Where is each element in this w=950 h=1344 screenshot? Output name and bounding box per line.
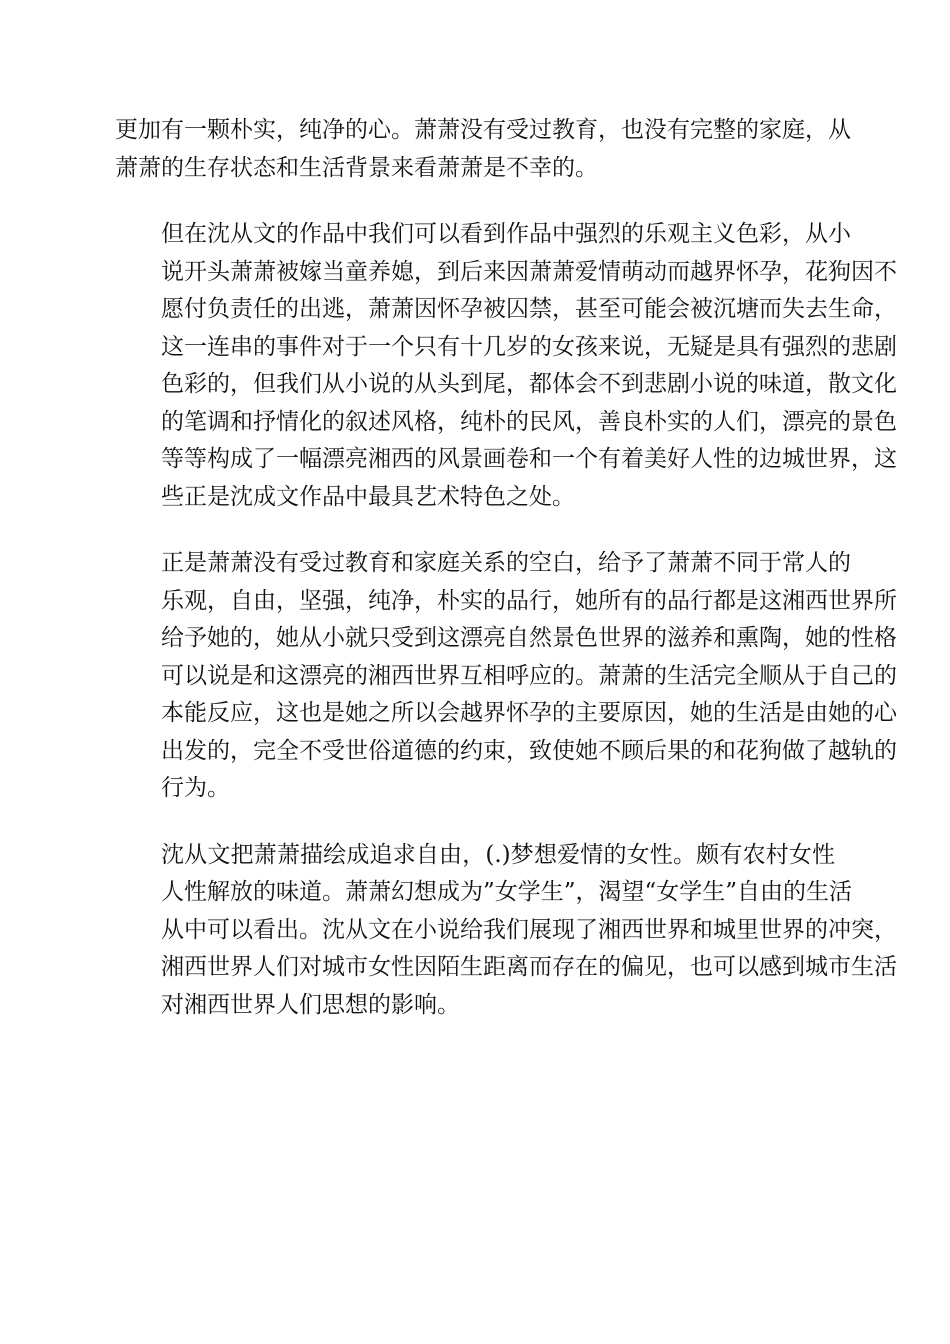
text-line: 等等构成了一幅漂亮湘西的风景画卷和一个有着美好人性的边城世界，这 <box>161 446 897 472</box>
text-line: 说开头萧萧被嫁当童养媳，到后来因萧萧爱情萌动而越界怀孕，花狗因不 <box>161 258 897 285</box>
text-line: 人性解放的味道。萧萧幻想成为”女学生”，渴望“女学生”自由的生活 <box>161 879 853 905</box>
paragraph-4 <box>115 837 897 1025</box>
text-line: 正是萧萧没有受过教育和家庭关系的空白，给予了萧萧不同于常人的 <box>161 550 851 576</box>
text-line: 的笔调和抒情化的叙述风格，纯朴的民风，善良朴实的人们，漂亮的景色 <box>161 408 897 435</box>
text-line: 本能反应，这也是她之所以会越界怀孕的主要原因，她的生活是由她的心 <box>161 700 897 726</box>
text-line: 但在沈从文的作品中我们可以看到作品中强烈的乐观主义色彩，从小 <box>161 221 851 247</box>
text-line: 乐观，自由，坚强，纯净，朴实的品行，她所有的品行都是这湘西世界所 <box>161 587 897 614</box>
text-line: 对湘西世界人们思想的影响。 <box>161 991 460 1018</box>
paragraph-2 <box>115 216 897 516</box>
paragraph-3 <box>115 545 897 808</box>
text-line: 行为。 <box>161 775 230 801</box>
document-body <box>115 112 897 1053</box>
text-line: 沈从文把萧萧描绘成追求自由，(.)梦想爱情的女性。颇有农村女性 <box>161 841 835 868</box>
text-line: 更加有一颗朴实，纯净的心。萧萧没有受过教育，也没有完整的家庭，从 <box>115 117 851 143</box>
text-line: 这一连串的事件对于一个只有十几岁的女孩来说，无疑是具有强烈的悲剧 <box>161 333 897 360</box>
text-line: 愿付负责任的出逃，萧萧因怀孕被囚禁，甚至可能会被沉塘而失去生命， <box>161 296 897 322</box>
text-line: 些正是沈成文作品中最具艺术特色之处。 <box>161 483 575 510</box>
text-line: 湘西世界人们对城市女性因陌生距离而存在的偏见，也可以感到城市生活 <box>161 954 897 980</box>
text-line: 可以说是和这漂亮的湘西世界互相呼应的。萧萧的生活完全顺从于自己的 <box>161 662 897 689</box>
paragraph-1 <box>115 112 851 187</box>
text-line: 萧萧的生存状态和生活背景来看萧萧是不幸的。 <box>115 154 598 181</box>
text-line: 从中可以看出。沈从文在小说给我们展现了湘西世界和城里世界的冲突， <box>161 916 897 943</box>
text-line: 给予她的，她从小就只受到这漂亮自然景色世界的滋养和熏陶，她的性格 <box>161 625 897 651</box>
text-line: 色彩的，但我们从小说的从头到尾，都体会不到悲剧小说的味道，散文化 <box>161 371 897 397</box>
text-line: 出发的，完全不受世俗道德的约束，致使她不顾后果的和花狗做了越轨的 <box>161 737 897 764</box>
